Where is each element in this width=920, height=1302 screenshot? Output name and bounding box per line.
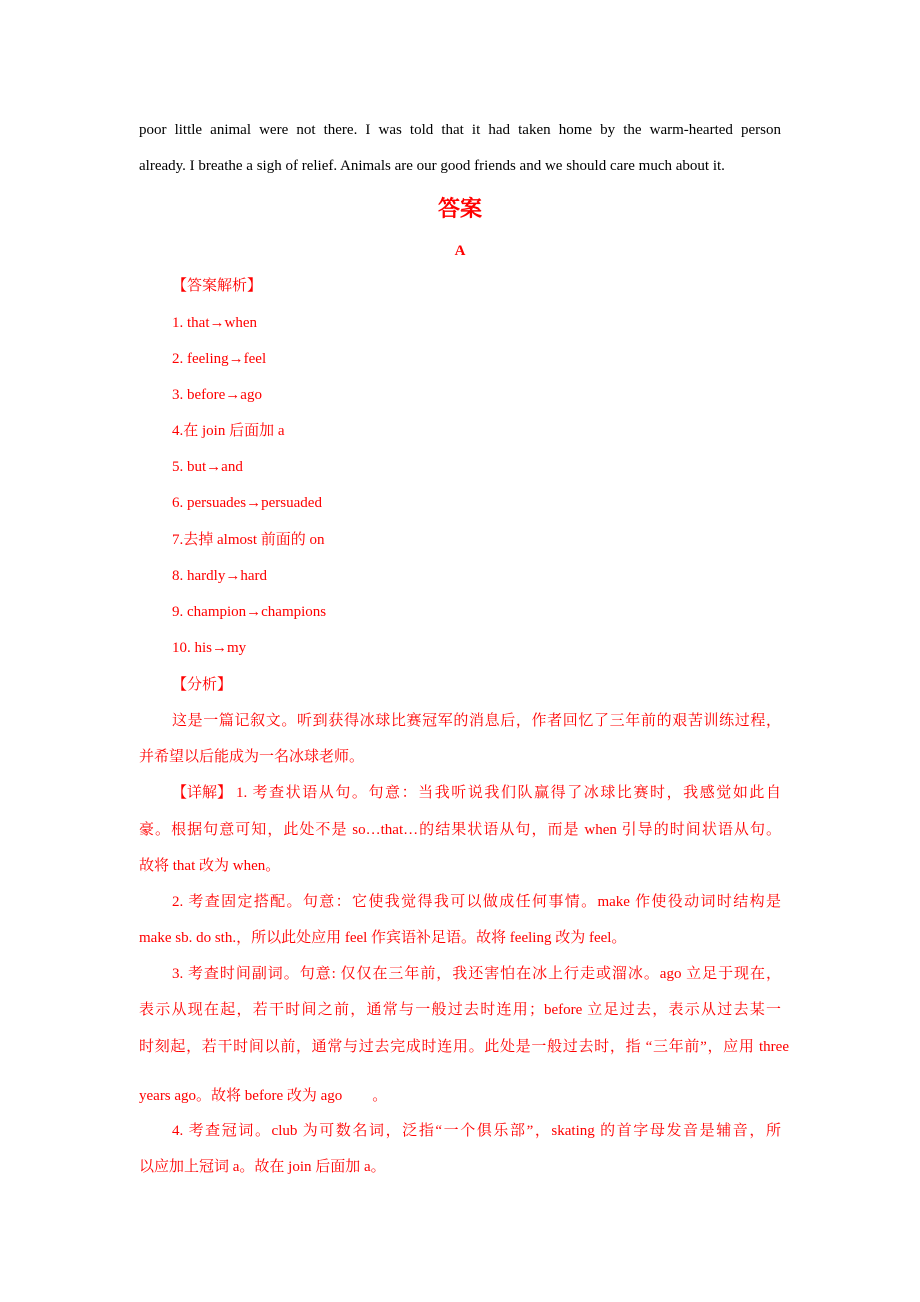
intro-line-2: already. I breathe a sigh of relief. Animals are our good friends and we should care much about it. xyxy=(139,158,725,174)
answer-item: 5. but→and xyxy=(172,459,243,475)
fenxi-line-1: 这是一篇记叙文。听到获得冰球比赛冠军的消息后，作者回忆了三年前的艰苦训练过程， xyxy=(172,713,781,729)
details-p3-line-1: 3. 考查时间副词。句意: 仅仅在三年前，我还害怕在冰上行走或溜冰。ago 立足于现在， xyxy=(172,966,781,982)
answer-item: 2. feeling→feel xyxy=(172,351,267,367)
details-p4-line-2: 以应加上冠词 a。故在 join 后面加 a。 xyxy=(139,1159,386,1175)
details-p1-line-1: 1. 考查状语从句。句意：当我听说我们队赢得了冰球比赛时，我感觉如此自 xyxy=(236,785,781,801)
details-p1-line-2: 豪。根据句意可知，此处不是 so…that…的结果状语从句，而是 when 引导的时间状语从句。 xyxy=(139,822,781,838)
details-p2-line-2: make sb. do sth.，所以此处应用 feel 作宾语补足语。故将 feeling 改为 feel。 xyxy=(139,930,627,946)
details-label: 【详解】 xyxy=(172,785,233,801)
details-p3-line-3: 时刻起，若干时间以前，通常与过去完成时连用。此处是一般过去时，指 “三年前”，应用 three xyxy=(139,1039,789,1055)
intro-line-1: poor little animal were not there. I was told that it had taken home by the warm-hearted person xyxy=(139,122,781,138)
answer-item: 6. persuades→persuaded xyxy=(172,495,322,511)
answer-item: 8. hardly→hard xyxy=(172,568,267,584)
details-p2-line-1: 2. 考查固定搭配。句意：它使我觉得我可以做成任何事情。make 作使役动词时结构是 xyxy=(172,894,781,910)
answer-item: 1. that→when xyxy=(172,315,257,331)
answer-title: 答案 xyxy=(437,196,482,221)
details-p3-line-2: 表示从现在起，若干时间之前，通常与一般过去时连用；before 立足过去，表示从过去某一 xyxy=(139,1002,781,1018)
details-p4-line-1: 4. 考查冠词。club 为可数名词，泛指“一个俱乐部”，skating 的首字母发音是辅音，所 xyxy=(172,1123,781,1139)
answer-item: 3. before→ago xyxy=(172,387,262,403)
answer-item: 9. champion→champions xyxy=(172,604,327,620)
details-p1-line-3: 故将 that 改为 when。 xyxy=(139,858,281,874)
answer-item: 7.去掉 almost 前面的 on xyxy=(172,532,325,548)
analysis-heading: 【答案解析】 xyxy=(172,278,263,294)
fenxi-line-2: 并希望以后能成为一名冰球老师。 xyxy=(139,749,365,765)
fenxi-heading: 【分析】 xyxy=(172,677,233,693)
answer-item: 10. his→my xyxy=(172,640,247,656)
answer-item: 4.在 join 后面加 a xyxy=(172,423,285,439)
section-label: A xyxy=(454,243,466,259)
details-p3-line-4: years ago。故将 before 改为 ago 。 xyxy=(139,1088,388,1104)
